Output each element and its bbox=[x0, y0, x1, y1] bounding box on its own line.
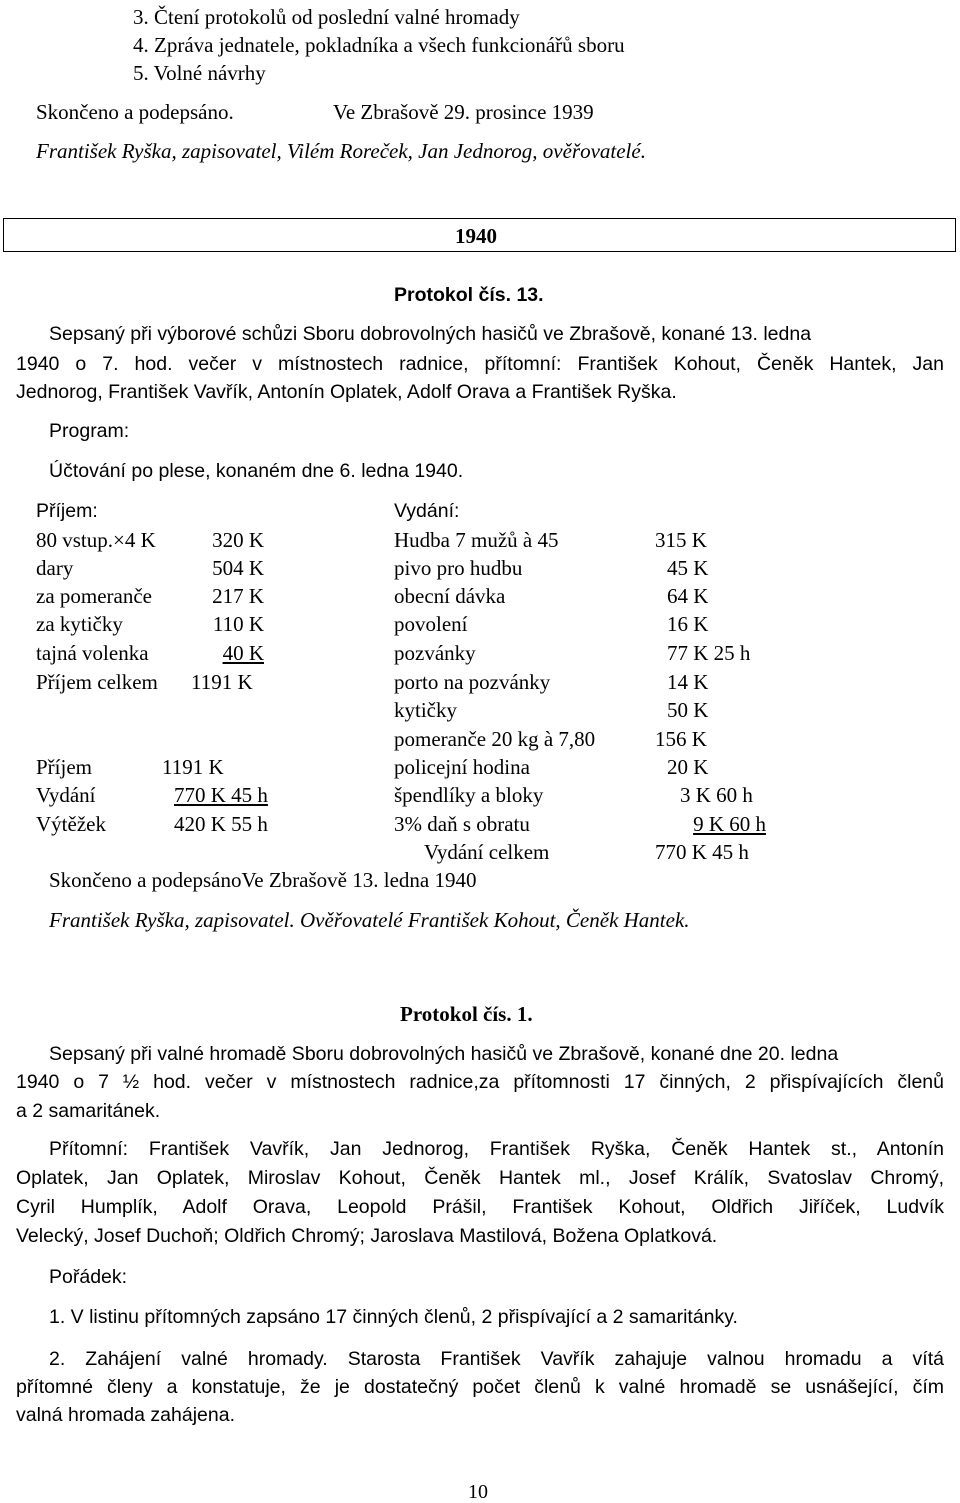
expense-row-value: 16 K bbox=[667, 612, 709, 636]
summary-label: Vydání bbox=[36, 783, 96, 807]
expense-row-label: obecní dávka bbox=[394, 584, 506, 608]
summary-value: 1191 K bbox=[162, 755, 224, 779]
expense-row-label: policejní hodina bbox=[394, 755, 530, 779]
summary-value: 770 K 45 h bbox=[174, 783, 268, 807]
protocol-13-line-2: 1940 o 7. hod. večer v místnostech radnice, přítomní: František Kohout, Čeněk Hantek, Jan bbox=[16, 353, 944, 375]
income-row-value: 110 K bbox=[212, 612, 264, 636]
income-row-value: 504 K bbox=[212, 556, 264, 580]
protocol-13-line-3: Jednorog, František Vavřík, Antonín Oplatek, Adolf Orava a František Ryška. bbox=[16, 381, 677, 403]
income-total-value: 1191 K bbox=[191, 670, 253, 694]
summary-label: Výtěžek bbox=[36, 812, 106, 836]
signers-line-2: František Ryška, zapisovatel. Ověřovatelé František Kohout, Čeněk Hantek. bbox=[49, 908, 690, 932]
income-total-label: Příjem celkem bbox=[36, 670, 158, 694]
protocol-1-line-2: 1940 o 7 ½ hod. večer v místnostech radnice,za přítomnosti 17 činných, 2 přispívajících členů bbox=[16, 1071, 944, 1093]
present-line-1: Přítomní: František Vavřík, Jan Jednorog, František Ryška, Čeněk Hantek st., Antonín bbox=[49, 1138, 944, 1160]
closing-statement-2: Skončeno a podepsánoVe Zbrašově 13. ledna 1940 bbox=[49, 868, 477, 892]
income-row-label: za pomeranče bbox=[36, 584, 153, 608]
protocol-1-line-3: a 2 samaritánek. bbox=[16, 1100, 161, 1122]
expense-row-label: pivo pro hudbu bbox=[394, 556, 523, 580]
agenda-item-3: 3. Čtení protokolů od poslední valné hromady bbox=[133, 5, 520, 29]
expense-row-label: Hudba 7 mužů à 45 bbox=[394, 528, 559, 552]
expense-row-value: 20 K bbox=[667, 755, 709, 779]
signers-line: František Ryška, zapisovatel, Vilém Roreček, Jan Jednorog, ověřovatelé. bbox=[36, 139, 646, 163]
summary-label: Příjem bbox=[36, 755, 92, 779]
present-line-2: Oplatek, Jan Oplatek, Miroslav Kohout, Čeněk Hantek ml., Josef Králík, Svatoslav Chromý, bbox=[16, 1167, 944, 1189]
expense-row-value: 3 K 60 h bbox=[680, 783, 753, 807]
expense-row-value: 64 K bbox=[667, 584, 709, 608]
income-row-label: tajná volenka bbox=[36, 641, 149, 665]
present-line-3: Cyril Humplík, Adolf Orava, Leopold Prášil, František Kohout, Oldřich Jiříček, Ludvík bbox=[16, 1196, 944, 1218]
income-row-value: 320 K bbox=[212, 528, 264, 552]
expense-row-label: špendlíky a bloky bbox=[394, 783, 544, 807]
present-line-4: Velecký, Josef Duchoň; Oldřich Chromý; Jaroslava Mastilová, Božena Oplatková. bbox=[16, 1225, 718, 1247]
expenses-header: Vydání: bbox=[394, 500, 460, 522]
closing-statement: Skončeno a podepsáno. bbox=[36, 100, 234, 124]
order-item-2-line-3: valná hromada zahájena. bbox=[16, 1404, 235, 1426]
protocol-13-title: Protokol čís. 13. bbox=[394, 284, 544, 306]
expense-row-value: 45 K bbox=[667, 556, 709, 580]
expense-row-label: porto na pozvánky bbox=[394, 670, 551, 694]
expense-row-value: 315 K bbox=[655, 528, 707, 552]
income-row-value: 217 K bbox=[212, 584, 264, 608]
expense-row-value: 9 K 60 h bbox=[693, 812, 766, 836]
program-text: Účtování po plese, konaném dne 6. ledna 1940. bbox=[49, 460, 464, 482]
expense-row-label: kytičky bbox=[394, 698, 457, 722]
expense-row-value: 50 K bbox=[667, 698, 709, 722]
expense-row-label: pomeranče 20 kg à 7,80 bbox=[394, 727, 596, 751]
order-item-2-line-1: 2. Zahájení valné hromady. Starosta František Vavřík zahajuje valnou hromadu a vítá bbox=[49, 1348, 944, 1370]
income-row-label: za kytičky bbox=[36, 612, 123, 636]
expense-total-label: Vydání celkem bbox=[424, 840, 550, 864]
income-header: Příjem: bbox=[36, 500, 98, 522]
order-item-1: 1. V listinu přítomných zapsáno 17 činných členů, 2 přispívající a 2 samaritánky. bbox=[49, 1306, 738, 1328]
protocol-1-line-1: Sepsaný při valné hromadě Sboru dobrovolných hasičů ve Zbrašově, konané dne 20. ledna bbox=[49, 1043, 839, 1065]
page-number: 10 bbox=[468, 1481, 488, 1503]
order-item-2-line-2: přítomné členy a konstatuje, že je dostatečný počet členů k valné hromadě se usnášející, čím bbox=[16, 1376, 944, 1398]
closing-date: Ve Zbrašově 29. prosince 1939 bbox=[333, 100, 594, 124]
income-row-value: 40 K bbox=[222, 641, 264, 665]
program-label: Program: bbox=[49, 420, 130, 442]
summary-value: 420 K 55 h bbox=[174, 812, 268, 836]
expense-row-label: povolení bbox=[394, 612, 468, 636]
expense-row-value: 14 K bbox=[667, 670, 709, 694]
income-row-label: 80 vstup.×4 K bbox=[36, 528, 156, 552]
expense-total-value: 770 K 45 h bbox=[655, 840, 749, 864]
income-row-label: dary bbox=[36, 556, 74, 580]
agenda-item-4: 4. Zpráva jednatele, pokladníka a všech funkcionářů sboru bbox=[133, 33, 625, 57]
agenda-item-5: 5. Volné návrhy bbox=[133, 61, 266, 85]
year-heading: 1940 bbox=[455, 224, 497, 248]
expense-row-value: 77 K 25 h bbox=[667, 641, 751, 665]
protocol-1-title: Protokol čís. 1. bbox=[400, 1002, 533, 1026]
expense-row-label: 3% daň s obratu bbox=[394, 812, 530, 836]
expense-row-value: 156 K bbox=[655, 727, 707, 751]
order-label: Pořádek: bbox=[49, 1266, 128, 1288]
protocol-13-line-1: Sepsaný při výborové schůzi Sboru dobrovolných hasičů ve Zbrašově, konané 13. ledna bbox=[49, 323, 812, 345]
expense-row-label: pozvánky bbox=[394, 641, 476, 665]
